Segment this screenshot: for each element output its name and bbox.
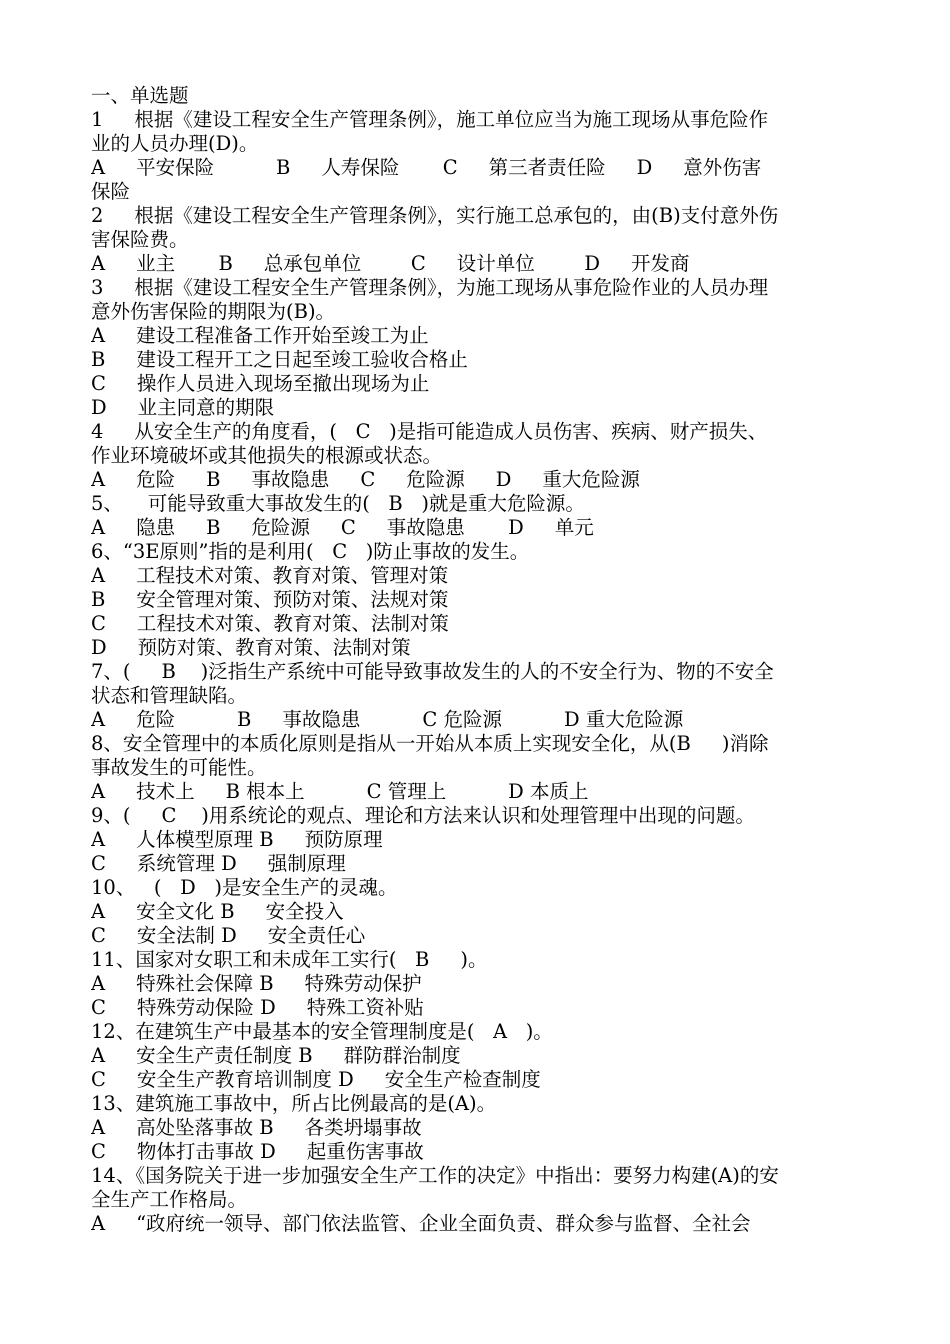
text-line: C 安全法制 D 安全责任心 — [91, 924, 366, 947]
text-line: A 特殊社会保障 B 特殊劳动保护 — [91, 972, 422, 995]
text-line: 保险 — [91, 180, 131, 203]
text-line: 10、 ( D )是安全生产的灵魂。 — [91, 876, 398, 899]
text-line: 状态和管理缺陷。 — [91, 684, 248, 707]
text-line: D 业主同意的期限 — [91, 396, 275, 419]
text-line: 1 根据《建设工程安全生产管理条例》，施工单位应当为施工现场从事危险作 — [91, 108, 769, 131]
text-line: A 建设工程准备工作开始至竣工为止 — [91, 324, 429, 347]
text-line: C 工程技术对策、教育对策、法制对策 — [91, 612, 449, 635]
text-line: 13、建筑施工事故中，所占比例最高的是(A)。 — [91, 1092, 497, 1115]
text-line: B 安全管理对策、预防对策、法规对策 — [91, 588, 449, 611]
text-line: 意外伤害保险的期限为(B)。 — [91, 300, 336, 323]
text-line: D 预防对策、教育对策、法制对策 — [91, 636, 411, 659]
text-line: 12、在建筑生产中最基本的安全管理制度是( A )。 — [91, 1020, 553, 1043]
text-line: 业的人员办理(D)。 — [91, 132, 259, 155]
text-line: C 安全生产教育培训制度 D 安全生产检查制度 — [91, 1068, 541, 1091]
text-line: A 安全文化 B 安全投入 — [91, 900, 344, 923]
text-line: 5、 可能导致重大事故发生的( B )就是重大危险源。 — [91, 492, 585, 515]
text-line: C 操作人员进入现场至撤出现场为止 — [91, 372, 430, 395]
text-line: A 工程技术对策、教育对策、管理对策 — [91, 564, 449, 587]
text-line: 3 根据《建设工程安全生产管理条例》，为施工现场从事危险作业的人员办理 — [91, 276, 769, 299]
document-page — [91, 84, 871, 1236]
text-line: 作业环境破坏或其他损失的根源或状态。 — [91, 444, 443, 467]
text-line: A 安全生产责任制度 B 群防群治制度 — [91, 1044, 461, 1067]
text-line: A 危险 B 事故隐患 C 危险源 D 重大危险源 — [91, 468, 640, 491]
text-line: A “政府统一领导、部门依法监管、企业全面负责、群众参与监督、全社会 — [91, 1212, 751, 1235]
text-line: C 系统管理 D 强制原理 — [91, 852, 346, 875]
text-line: 害保险费。 — [91, 228, 189, 251]
text-line: 7、( B )泛指生产系统中可能导致事故发生的人的不安全行为、物的不安全 — [91, 660, 774, 683]
text-line: 14、《国务院关于进一步加强安全生产工作的决定》中指出：要努力构建(A)的安 — [91, 1164, 779, 1187]
text-line: A 高处坠落事故 B 各类坍塌事故 — [91, 1116, 422, 1139]
text-line: A 危险 B 事故隐患 C 危险源 D 重大危险源 — [91, 708, 684, 731]
text-line: C 物体打击事故 D 起重伤害事故 — [91, 1140, 424, 1163]
text-line: 8、安全管理中的本质化原则是指从一开始从本质上实现安全化，从(B )消除 — [91, 732, 769, 755]
text-line: A 人体模型原理 B 预防原理 — [91, 828, 383, 851]
text-line: A 平安保险 B 人寿保险 C 第三者责任险 D 意外伤害 — [91, 156, 762, 179]
text-line: 全生产工作格局。 — [91, 1188, 248, 1211]
text-line: A 隐患 B 危险源 C 事故隐患 D 单元 — [91, 516, 594, 539]
text-line: B 建设工程开工之日起至竣工验收合格止 — [91, 348, 468, 371]
text-line: 11、国家对女职工和未成年工实行( B )。 — [91, 948, 488, 971]
text-line: C 特殊劳动保险 D 特殊工资补贴 — [91, 996, 424, 1019]
section-heading: 一、单选题 — [91, 84, 189, 107]
text-line: A 业主 B 总承包单位 C 设计单位 D 开发商 — [91, 252, 690, 275]
text-line: A 技术上 B 根本上 C 管理上 D 本质上 — [91, 780, 589, 803]
text-line: 6、“3E原则”指的是利用( C )防止事故的发生。 — [91, 540, 530, 563]
text-line: 事故发生的可能性。 — [91, 756, 267, 779]
text-line: 9、( C )用系统论的观点、理论和方法来认识和处理管理中出现的问题。 — [91, 804, 755, 827]
text-line: 4 从安全生产的角度看，( C )是指可能造成人员伤害、疾病、财产损失、 — [91, 420, 768, 443]
text-line: 2 根据《建设工程安全生产管理条例》，实行施工总承包的，由(B)支付意外伤 — [91, 204, 779, 227]
